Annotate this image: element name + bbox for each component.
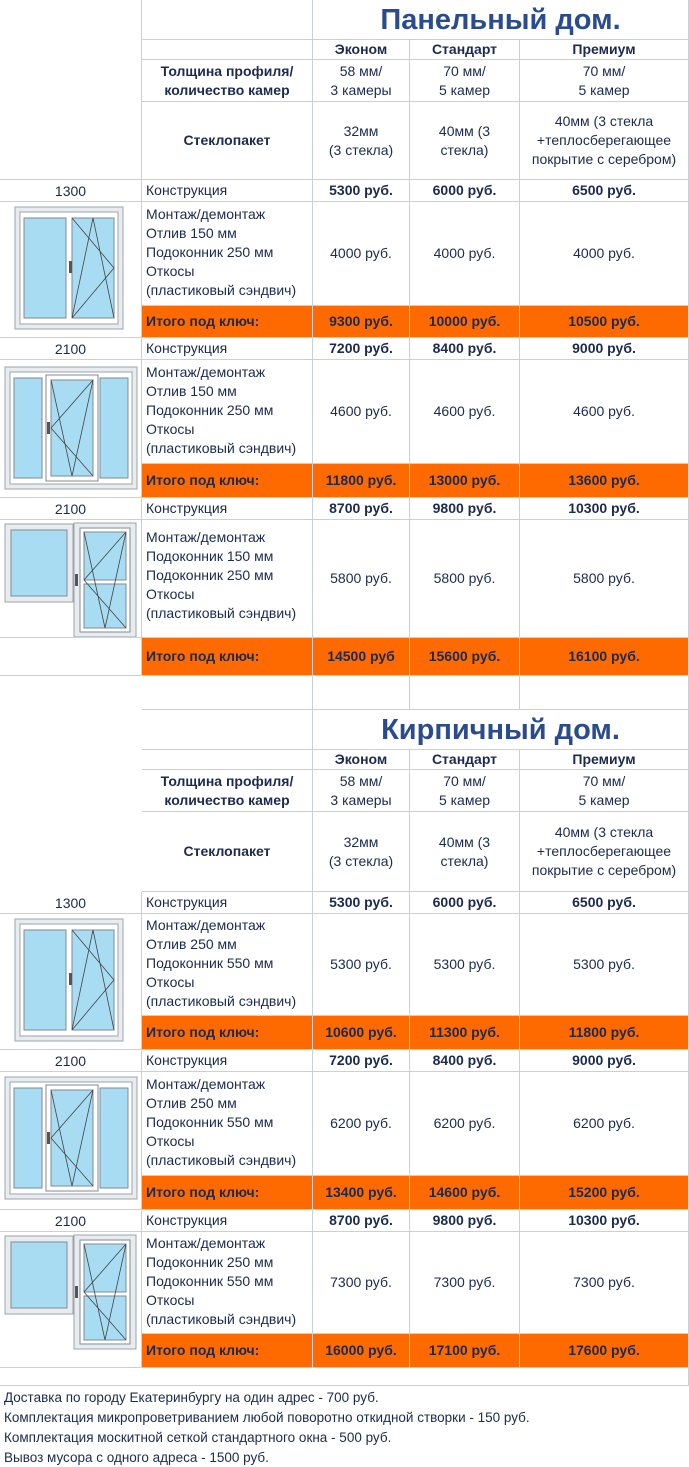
total-standard: 17100 руб. — [410, 1334, 520, 1368]
install-label: Монтаж/демонтаж Отлив 150 мм Подоконник 250 мм Откосы (пластиковый сэндвич) — [142, 360, 313, 464]
construction-label: Конструкция — [142, 1210, 313, 1232]
total-premium: 15200 руб. — [520, 1176, 689, 1210]
total-label: Итого под ключ: — [142, 1016, 313, 1050]
total-standard: 14600 руб. — [410, 1176, 520, 1210]
construction-label: Конструкция — [142, 892, 313, 914]
window-size: 2100 — [0, 1210, 142, 1232]
total-label: Итого под ключ: — [142, 1334, 313, 1368]
col-header-econom: Эконом — [313, 750, 410, 770]
blank-cell — [142, 0, 313, 40]
install-econom: 7300 руб. — [313, 1232, 410, 1334]
total-standard: 13000 руб. — [410, 464, 520, 498]
glass-econom: 32мм (3 стекла) — [313, 102, 410, 180]
blank-row — [0, 1368, 689, 1386]
total-econom: 11800 руб. — [313, 464, 410, 498]
two-pane-window-icon — [14, 206, 124, 330]
total-standard: 11300 руб. — [410, 1016, 520, 1050]
construction-premium: 9000 руб. — [520, 338, 689, 360]
construction-standard: 8400 руб. — [410, 1050, 520, 1072]
three-pane-window-icon — [4, 366, 138, 490]
col-header-standard: Стандарт — [410, 40, 520, 60]
construction-premium: 10300 руб. — [520, 1210, 689, 1232]
install-standard: 6200 руб. — [410, 1072, 520, 1176]
install-econom: 5800 руб. — [313, 520, 410, 638]
blank-cell — [0, 638, 142, 676]
profile-label: Толщина профиля/ количество камер — [142, 60, 313, 102]
window-size: 2100 — [0, 338, 142, 360]
construction-econom: 8700 руб. — [313, 1210, 410, 1232]
glass-premium: 40мм (3 стекла +теплосберегающее покрытие с серебром) — [520, 102, 689, 180]
total-label: Итого под ключ: — [142, 464, 313, 498]
construction-standard: 6000 руб. — [410, 892, 520, 914]
total-econom: 9300 руб. — [313, 306, 410, 338]
balcony-door-window-icon — [4, 1234, 138, 1350]
section-title: Кирпичный дом. — [313, 710, 689, 750]
construction-label: Конструкция — [142, 1050, 313, 1072]
glass-standard: 40мм (3 стекла) — [410, 812, 520, 892]
blank-cell — [410, 676, 520, 710]
construction-premium: 9000 руб. — [520, 1050, 689, 1072]
two-pane-window-icon — [14, 918, 124, 1042]
profile-standard: 70 мм/ 5 камер — [410, 60, 520, 102]
install-premium: 7300 руб. — [520, 1232, 689, 1334]
install-premium: 5300 руб. — [520, 914, 689, 1016]
construction-econom: 7200 руб. — [313, 1050, 410, 1072]
install-premium: 4000 руб. — [520, 202, 689, 306]
install-econom: 6200 руб. — [313, 1072, 410, 1176]
blank-cell — [520, 676, 689, 710]
window-image-cell — [0, 1232, 142, 1368]
construction-standard: 8400 руб. — [410, 338, 520, 360]
profile-premium: 70 мм/ 5 камер — [520, 60, 689, 102]
total-premium: 13600 руб. — [520, 464, 689, 498]
glass-econom: 32мм (3 стекла) — [313, 812, 410, 892]
construction-standard: 9800 руб. — [410, 1210, 520, 1232]
construction-premium: 6500 руб. — [520, 180, 689, 202]
construction-premium: 10300 руб. — [520, 498, 689, 520]
profile-econom: 58 мм/ 3 камеры — [313, 60, 410, 102]
install-standard: 5300 руб. — [410, 914, 520, 1016]
three-pane-window-icon — [4, 1076, 138, 1200]
install-label: Монтаж/демонтаж Отлив 150 мм Подоконник 250 мм Откосы (пластиковый сэндвич) — [142, 202, 313, 306]
total-premium: 10500 руб. — [520, 306, 689, 338]
construction-label: Конструкция — [142, 338, 313, 360]
construction-econom: 8700 руб. — [313, 498, 410, 520]
total-label: Итого под ключ: — [142, 638, 313, 676]
section-title: Панельный дом. — [313, 0, 689, 40]
install-label: Монтаж/демонтаж Подоконник 250 мм Подоконник 550 мм Откосы (пластиковый сэндвич) — [142, 1232, 313, 1334]
total-econom: 13400 руб. — [313, 1176, 410, 1210]
window-image-cell — [0, 914, 142, 1050]
window-image-cell — [0, 520, 142, 638]
construction-econom: 7200 руб. — [313, 338, 410, 360]
blank-corner — [0, 0, 142, 180]
note-delivery: Доставка по городу Екатеринбургу на один адрес - 700 руб. — [4, 1390, 379, 1405]
window-image-cell — [0, 202, 142, 338]
profile-econom: 58 мм/ 3 камеры — [313, 770, 410, 812]
install-label: Монтаж/демонтаж Подоконник 150 мм Подоконник 250 мм Откосы (пластиковый сэндвич) — [142, 520, 313, 638]
total-premium: 16100 руб. — [520, 638, 689, 676]
profile-premium: 70 мм/ 5 камер — [520, 770, 689, 812]
total-econom: 16000 руб. — [313, 1334, 410, 1368]
construction-econom: 5300 руб. — [313, 892, 410, 914]
total-premium: 11800 руб. — [520, 1016, 689, 1050]
col-header-standard: Стандарт — [410, 750, 520, 770]
col-header-premium: Премиум — [520, 40, 689, 60]
install-premium: 6200 руб. — [520, 1072, 689, 1176]
install-label: Монтаж/демонтаж Отлив 250 мм Подоконник 550 мм Откосы (пластиковый сэндвич) — [142, 1072, 313, 1176]
total-standard: 10000 руб. — [410, 306, 520, 338]
window-image-cell — [0, 1072, 142, 1210]
install-standard: 4000 руб. — [410, 202, 520, 306]
glass-label: Стеклопакет — [142, 812, 313, 892]
construction-premium: 6500 руб. — [520, 892, 689, 914]
window-size: 2100 — [0, 1050, 142, 1072]
window-image-cell — [0, 360, 142, 498]
install-econom: 5300 руб. — [313, 914, 410, 1016]
total-label: Итого под ключ: — [142, 306, 313, 338]
blank-cell — [142, 40, 313, 60]
total-standard: 15600 руб. — [410, 638, 520, 676]
install-standard: 4600 руб. — [410, 360, 520, 464]
window-size: 1300 — [0, 180, 142, 202]
construction-label: Конструкция — [142, 180, 313, 202]
window-size: 2100 — [0, 498, 142, 520]
blank-cell — [142, 710, 313, 750]
blank-cell — [142, 676, 313, 710]
total-premium: 17600 руб. — [520, 1334, 689, 1368]
profile-standard: 70 мм/ 5 камер — [410, 770, 520, 812]
col-header-premium: Премиум — [520, 750, 689, 770]
install-label: Монтаж/демонтаж Отлив 250 мм Подоконник 550 мм Откосы (пластиковый сэндвич) — [142, 914, 313, 1016]
window-size: 1300 — [0, 892, 142, 914]
balcony-door-window-icon — [4, 522, 138, 638]
col-header-econom: Эконом — [313, 40, 410, 60]
blank-cell — [313, 676, 410, 710]
construction-econom: 5300 руб. — [313, 180, 410, 202]
glass-label: Стеклопакет — [142, 102, 313, 180]
install-premium: 5800 руб. — [520, 520, 689, 638]
note-garbage-removal: Вывоз мусора с одного адреса - 1500 руб. — [4, 1450, 269, 1465]
construction-standard: 9800 руб. — [410, 498, 520, 520]
install-premium: 4600 руб. — [520, 360, 689, 464]
install-standard: 7300 руб. — [410, 1232, 520, 1334]
profile-label: Толщина профиля/ количество камер — [142, 770, 313, 812]
install-standard: 5800 руб. — [410, 520, 520, 638]
install-econom: 4600 руб. — [313, 360, 410, 464]
total-econom: 14500 руб — [313, 638, 410, 676]
note-mosquito-net: Комплектация москитной сеткой стандартного окна - 500 руб. — [4, 1430, 392, 1445]
glass-standard: 40мм (3 стекла) — [410, 102, 520, 180]
note-micro-ventilation: Комплектация микропроветриванием любой поворотно откидной створки - 150 руб. — [4, 1410, 530, 1425]
total-label: Итого под ключ: — [142, 1176, 313, 1210]
construction-standard: 6000 руб. — [410, 180, 520, 202]
glass-premium: 40мм (3 стекла +теплосберегающее покрытие с серебром) — [520, 812, 689, 892]
blank-cell — [142, 750, 313, 770]
total-econom: 10600 руб. — [313, 1016, 410, 1050]
construction-label: Конструкция — [142, 498, 313, 520]
install-econom: 4000 руб. — [313, 202, 410, 306]
